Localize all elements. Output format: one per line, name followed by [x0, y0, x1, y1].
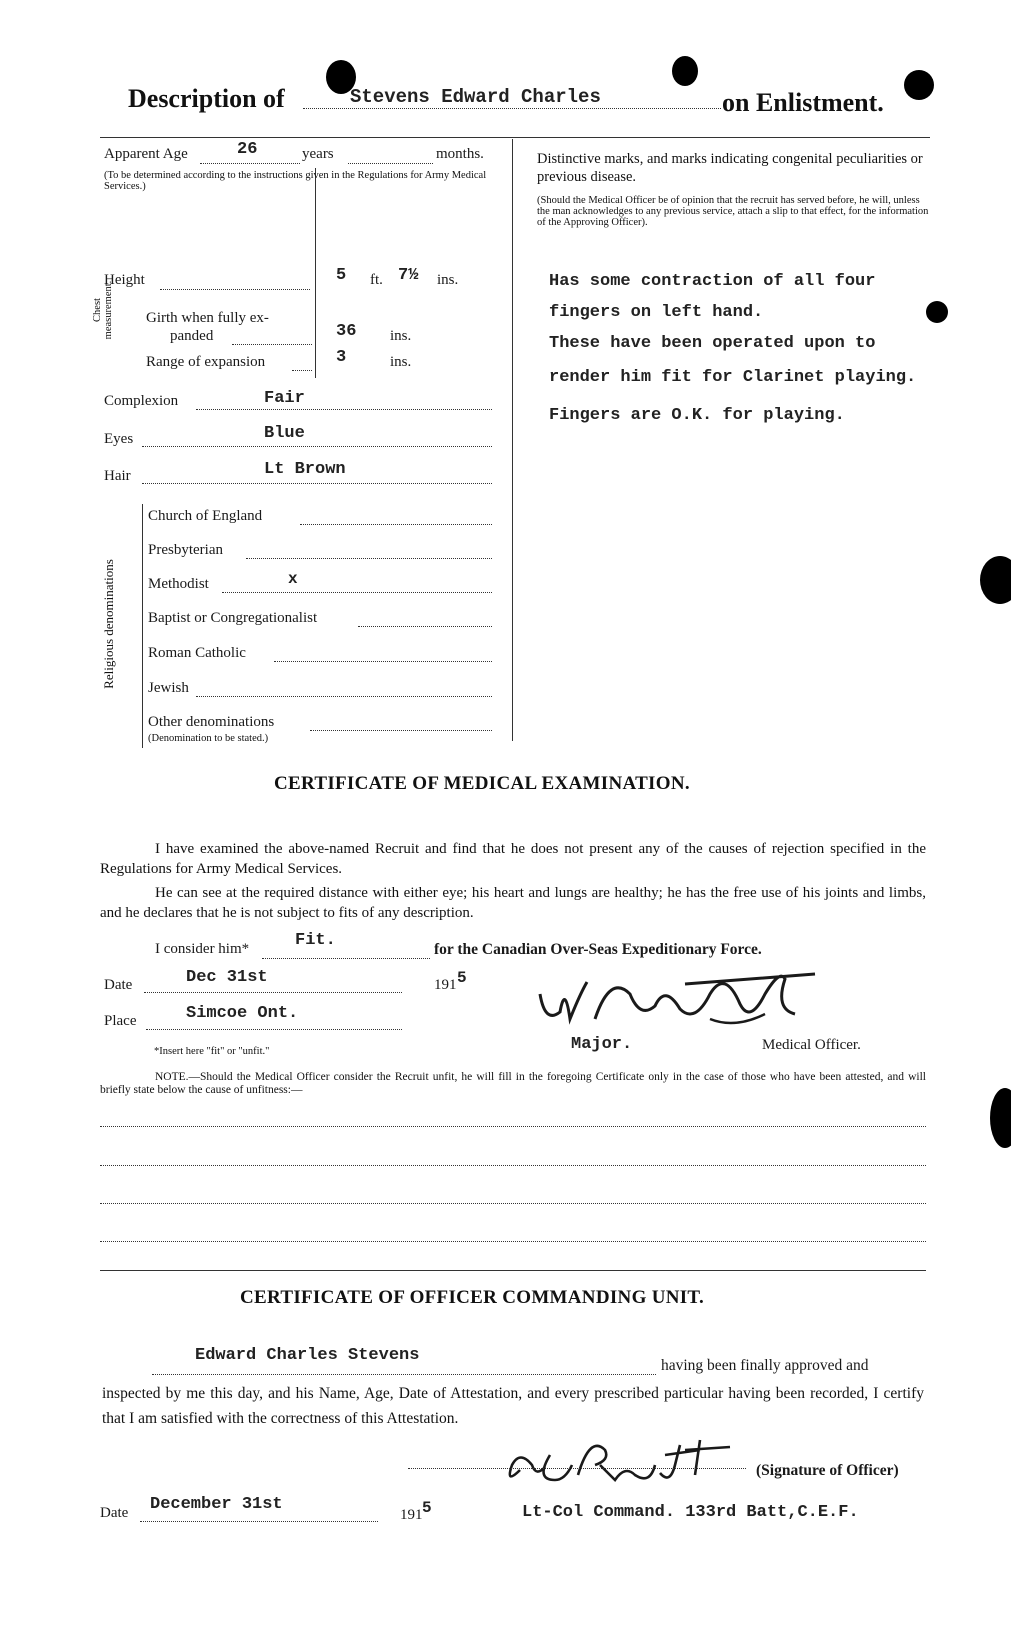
complexion-value: Fair — [264, 389, 305, 408]
marks-line-5: Fingers are O.K. for playing. — [549, 406, 845, 425]
commanding-para: inspected by me this day, and his Name, Age, Date of Attestation, and every prescribed particular having been recorded, I certify that I am satisfied with the correctness of this Attestation. — [102, 1385, 924, 1427]
ft-label: ft. — [370, 272, 383, 288]
distinctive-marks-heading: Distinctive marks, and marks indicating congenital peculiarities or previous disease. — [537, 151, 923, 185]
eyes-value: Blue — [264, 424, 305, 443]
punch-hole-right-3 — [990, 1088, 1011, 1148]
girth-ins: ins. — [390, 328, 412, 344]
punch-hole-right-2 — [980, 556, 1011, 604]
religion-presbyterian: Presbyterian — [148, 542, 223, 558]
commanding-date-value: December 31st — [150, 1495, 283, 1514]
form-title: Description of — [128, 84, 285, 113]
force-label: for the Canadian Over-Seas Expeditionary Force. — [434, 941, 762, 958]
religion-baptist: Baptist or Congregationalist — [148, 610, 318, 626]
commanding-year-prefix: 191 — [400, 1507, 423, 1523]
years-label: years — [302, 146, 334, 162]
ins-label: ins. — [437, 272, 459, 288]
girth-label: Girth when fully ex- — [146, 310, 269, 326]
religion-roman-catholic: Roman Catholic — [148, 645, 246, 661]
medical-year-prefix: 191 — [434, 977, 457, 993]
eyes-label: Eyes — [104, 431, 134, 447]
punch-hole-right-1 — [926, 301, 948, 323]
height-label: Height — [104, 272, 145, 288]
medical-officer-label: Medical Officer. — [762, 1037, 861, 1053]
girth-value: 36 — [336, 322, 357, 341]
commanding-date-label: Date — [100, 1505, 129, 1521]
complexion-label: Complexion — [104, 393, 179, 409]
commanding-rank: Lt-Col Command. 133rd Batt,C.E.F. — [522, 1503, 859, 1522]
religion-church-of-england: Church of England — [148, 508, 263, 524]
signature-label: (Signature of Officer) — [756, 1462, 899, 1479]
chest-label: Chest measurement. — [92, 280, 114, 340]
marks-line-1: Has some contraction of all four — [549, 272, 876, 291]
age-note: (To be determined according to the instructions given in the Regulations for Army Medical Services.) — [104, 170, 487, 192]
height-inches: 7½ — [398, 266, 419, 285]
height-feet: 5 — [336, 266, 347, 285]
methodist-mark: x — [288, 570, 298, 588]
approved-text: having been finally approved and — [661, 1357, 869, 1374]
range-label: Range of expansion — [146, 354, 266, 370]
range-value: 3 — [336, 348, 347, 367]
range-ins: ins. — [390, 354, 412, 370]
commanding-officer-signature — [500, 1425, 760, 1495]
medical-heading: CERTIFICATE OF MEDICAL EXAMINATION. — [274, 773, 690, 794]
place-label: Place — [104, 1013, 137, 1029]
medical-officer-signature — [535, 964, 835, 1039]
place-value: Simcoe Ont. — [186, 1004, 299, 1023]
marks-line-4: render him fit for Clarinet playing. — [549, 368, 917, 387]
marks-line-2: fingers on left hand. — [549, 303, 764, 322]
religion-jewish: Jewish — [148, 680, 189, 696]
commanding-year-digit: 5 — [422, 1499, 432, 1517]
distinctive-marks-note: (Should the Medical Officer be of opinion that the recruit has served before, he will, unless the man acknowledges to any previous service, attach a slip to that effect, for the information of the Approving Officer). — [537, 195, 929, 228]
recruit-name: Stevens Edward Charles — [350, 86, 601, 108]
medical-para-2: He can see at the required distance with either eye; his heart and lungs are healthy; he has the free use of his joints and limbs, and he declares that he is not subject to fits of any description. — [100, 885, 926, 921]
months-label: months. — [436, 146, 484, 162]
commanding-name: Edward Charles Stevens — [195, 1346, 420, 1365]
hair-label: Hair — [104, 468, 131, 484]
medical-year-digit: 5 — [457, 969, 467, 987]
religion-methodist: Methodist — [148, 576, 209, 592]
commanding-heading: CERTIFICATE OF OFFICER COMMANDING UNIT. — [240, 1287, 705, 1308]
fitness-value: Fit. — [295, 931, 336, 950]
marks-line-3: These have been operated upon to — [549, 334, 876, 353]
religion-other: Other denominations — [148, 714, 275, 730]
consider-label: I consider him* — [155, 941, 250, 957]
age-value: 26 — [237, 140, 258, 159]
medical-date-label: Date — [104, 977, 133, 993]
medical-date-value: Dec 31st — [186, 968, 268, 987]
religion-label: Religious denominations — [101, 559, 116, 689]
girth-label-2: panded — [170, 328, 214, 344]
punch-hole-top-3 — [904, 70, 934, 100]
insert-note: *Insert here "fit" or "unfit." — [154, 1046, 270, 1057]
other-denomination-note: (Denomination to be stated.) — [148, 733, 269, 744]
age-label: Apparent Age — [104, 146, 188, 162]
hair-value: Lt Brown — [264, 460, 346, 479]
medical-para-1: I have examined the above-named Recruit and find that he does not present any of the causes of rejection specified in the Regulations for Army Medical Services. — [100, 841, 926, 877]
punch-hole-top-1 — [326, 60, 356, 94]
punch-hole-top-2 — [672, 56, 698, 86]
form-title-suffix: on Enlistment. — [722, 88, 884, 117]
medical-note: NOTE.—Should the Medical Officer consider the Recruit unfit, he will fill in the foregoing Certificate only in the case of those who have been attested, and will briefly state below the cause of unfitness:— — [100, 1071, 926, 1096]
medical-officer-rank: Major. — [571, 1035, 633, 1054]
